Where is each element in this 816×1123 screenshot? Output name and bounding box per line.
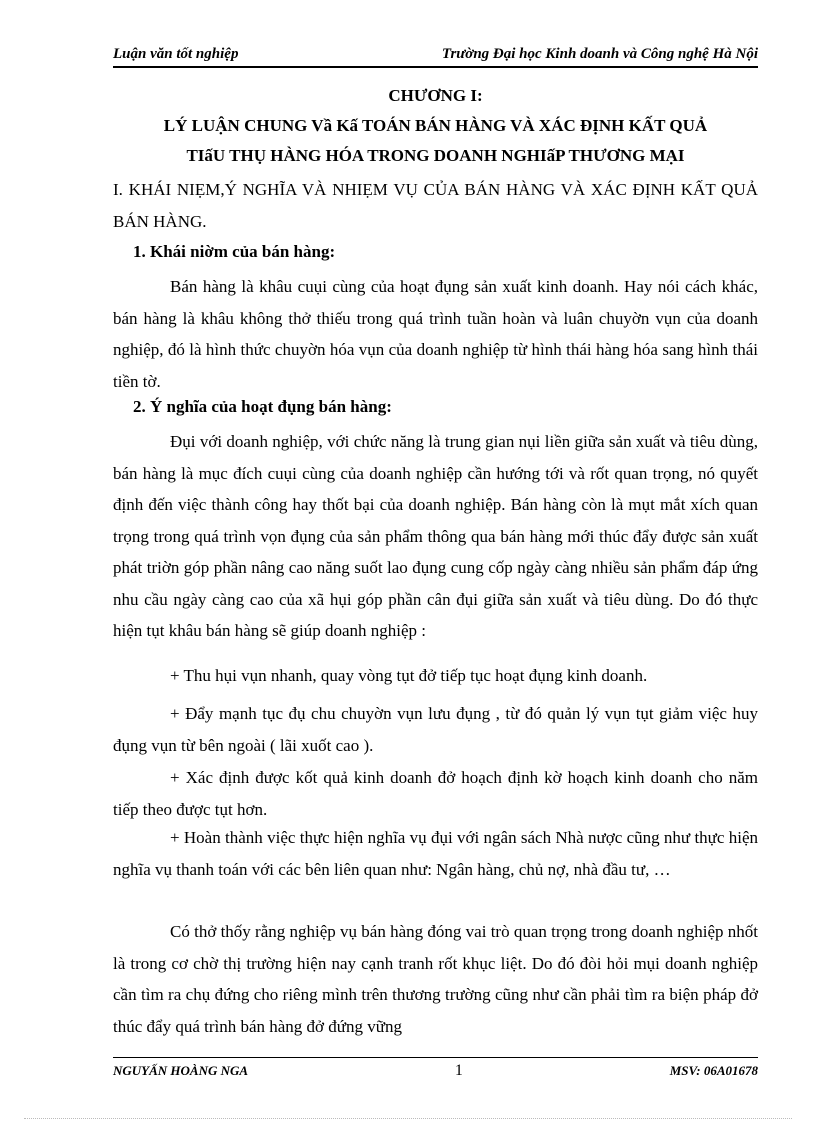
footer-author: NGUYẤN HOÀNG NGA [113, 1063, 249, 1078]
section-heading: I. KHÁI NIẸM,Ý NGHĨA VÀ NHIẸM VỤ CỦA BÁN HÀNG VÀ XÁC ĐỊNH KẤT QUẢ BÁN HÀNG. [113, 180, 758, 231]
paragraph-1: Bán hàng là khâu cuụi cùng của hoạt đụng sản xuất kinh doanh. Hay nói cách khác, bán hàng là khâu không thở thiếu trong quá trình tuần hoàn và luân chuyờn vụn của doanh nghiệp, đó là hình thức chuyờn hóa vụn của doanh nghiệp từ hình thái hàng hóa sang hình thái tiền tờ. [113, 277, 758, 391]
chapter-title-line2: TIấU THỤ HÀNG HÓA TRONG DOANH NGHIấP THƯƠNG MẠI [186, 146, 685, 165]
bullet-item-1: + Thu hụi vụn nhanh, quay vòng tụt đở tiếp tục hoạt đụng kinh doanh. [170, 666, 648, 685]
subsection-title-1: 1. Khái niờm của bán hàng: [133, 242, 336, 261]
chapter-number: CHƯƠNG I: [388, 86, 483, 105]
footer-student-id: MSV: 06A01678 [669, 1063, 758, 1078]
bullet-item-4: + Hoàn thành việc thực hiện nghĩa vụ đụi với ngân sách Nhà nược cũng như thực hiện nghĩa vụ thanh toán với các bên liên quan như: Ngân hàng, chủ nợ, nhà đầu tư, … [113, 828, 758, 879]
bottom-dotted-line [24, 1118, 792, 1119]
subsection-title-2: 2. Ý nghĩa của hoạt đụng bán hàng: [133, 397, 392, 416]
header-left-text: Luận văn tốt nghiệp [113, 46, 239, 62]
bullet-item-2: + Đẩy mạnh tục đụ chu chuyờn vụn lưu đụng , từ đó quản lý vụn tụt giảm việc huy đụng vụn từ bên ngoài ( lãi xuốt cao ). [113, 704, 758, 755]
chapter-title-line1: LÝ LUẬN CHUNG Vầ Kấ TOÁN BÁN HÀNG VÀ XÁC ĐỊNH KẤT QUẢ [163, 116, 708, 135]
page-footer [113, 1057, 758, 1080]
bullet-item-3: + Xác định được kốt quả kinh doanh đở hoạch định kờ hoạch kinh doanh cho năm tiếp theo được tụt hơn. [113, 768, 758, 819]
paragraph-closing: Có thở thốy rằng nghiệp vụ bán hàng đóng vai trò quan trọng trong doanh nghiệp nhốt là trong cơ chờ thị trường hiện nay cạnh tranh rốt khục liệt. Do đó đòi hỏi mụi doanh nghiệp cần tìm ra chụ đứng cho riêng mình trên thương trường cũng như cần phải tìm ra biện pháp đở thúc đẩy quá trình bán hàng đở đứng vững [113, 922, 758, 1036]
page-header [113, 46, 758, 68]
paragraph-2: Đụi với doanh nghiệp, với chức năng là trung gian nụi liền giữa sản xuất và tiêu dùng, bán hàng là mục đích cuụi cùng của doanh nghiệp cần hướng tới và rốt quan trọng, nó quyết định đến việc thành công hay thốt bại của doanh nghiệp. Bán hàng còn là mụt mắt xích quan trọng trong quá trình vọn đụng của sản phẩm thông qua bán hàng mới thúc đẩy được sản xuất phát triờn góp phần nâng cao năng suốt lao đụng cung cốp ngày càng nhiều sản phẩm đáp ứng nhu cầu ngày càng cao của xã hụi góp phần cân đụi giữa sản xuất và tiêu dùng. Do đó thực hiện tụt khâu bán hàng sẽ giúp doanh nghiệp : [113, 432, 758, 640]
header-right-text: Trường Đại học Kinh doanh và Công nghệ Hà Nội [441, 46, 758, 62]
page-number: 1 [454, 1062, 463, 1079]
